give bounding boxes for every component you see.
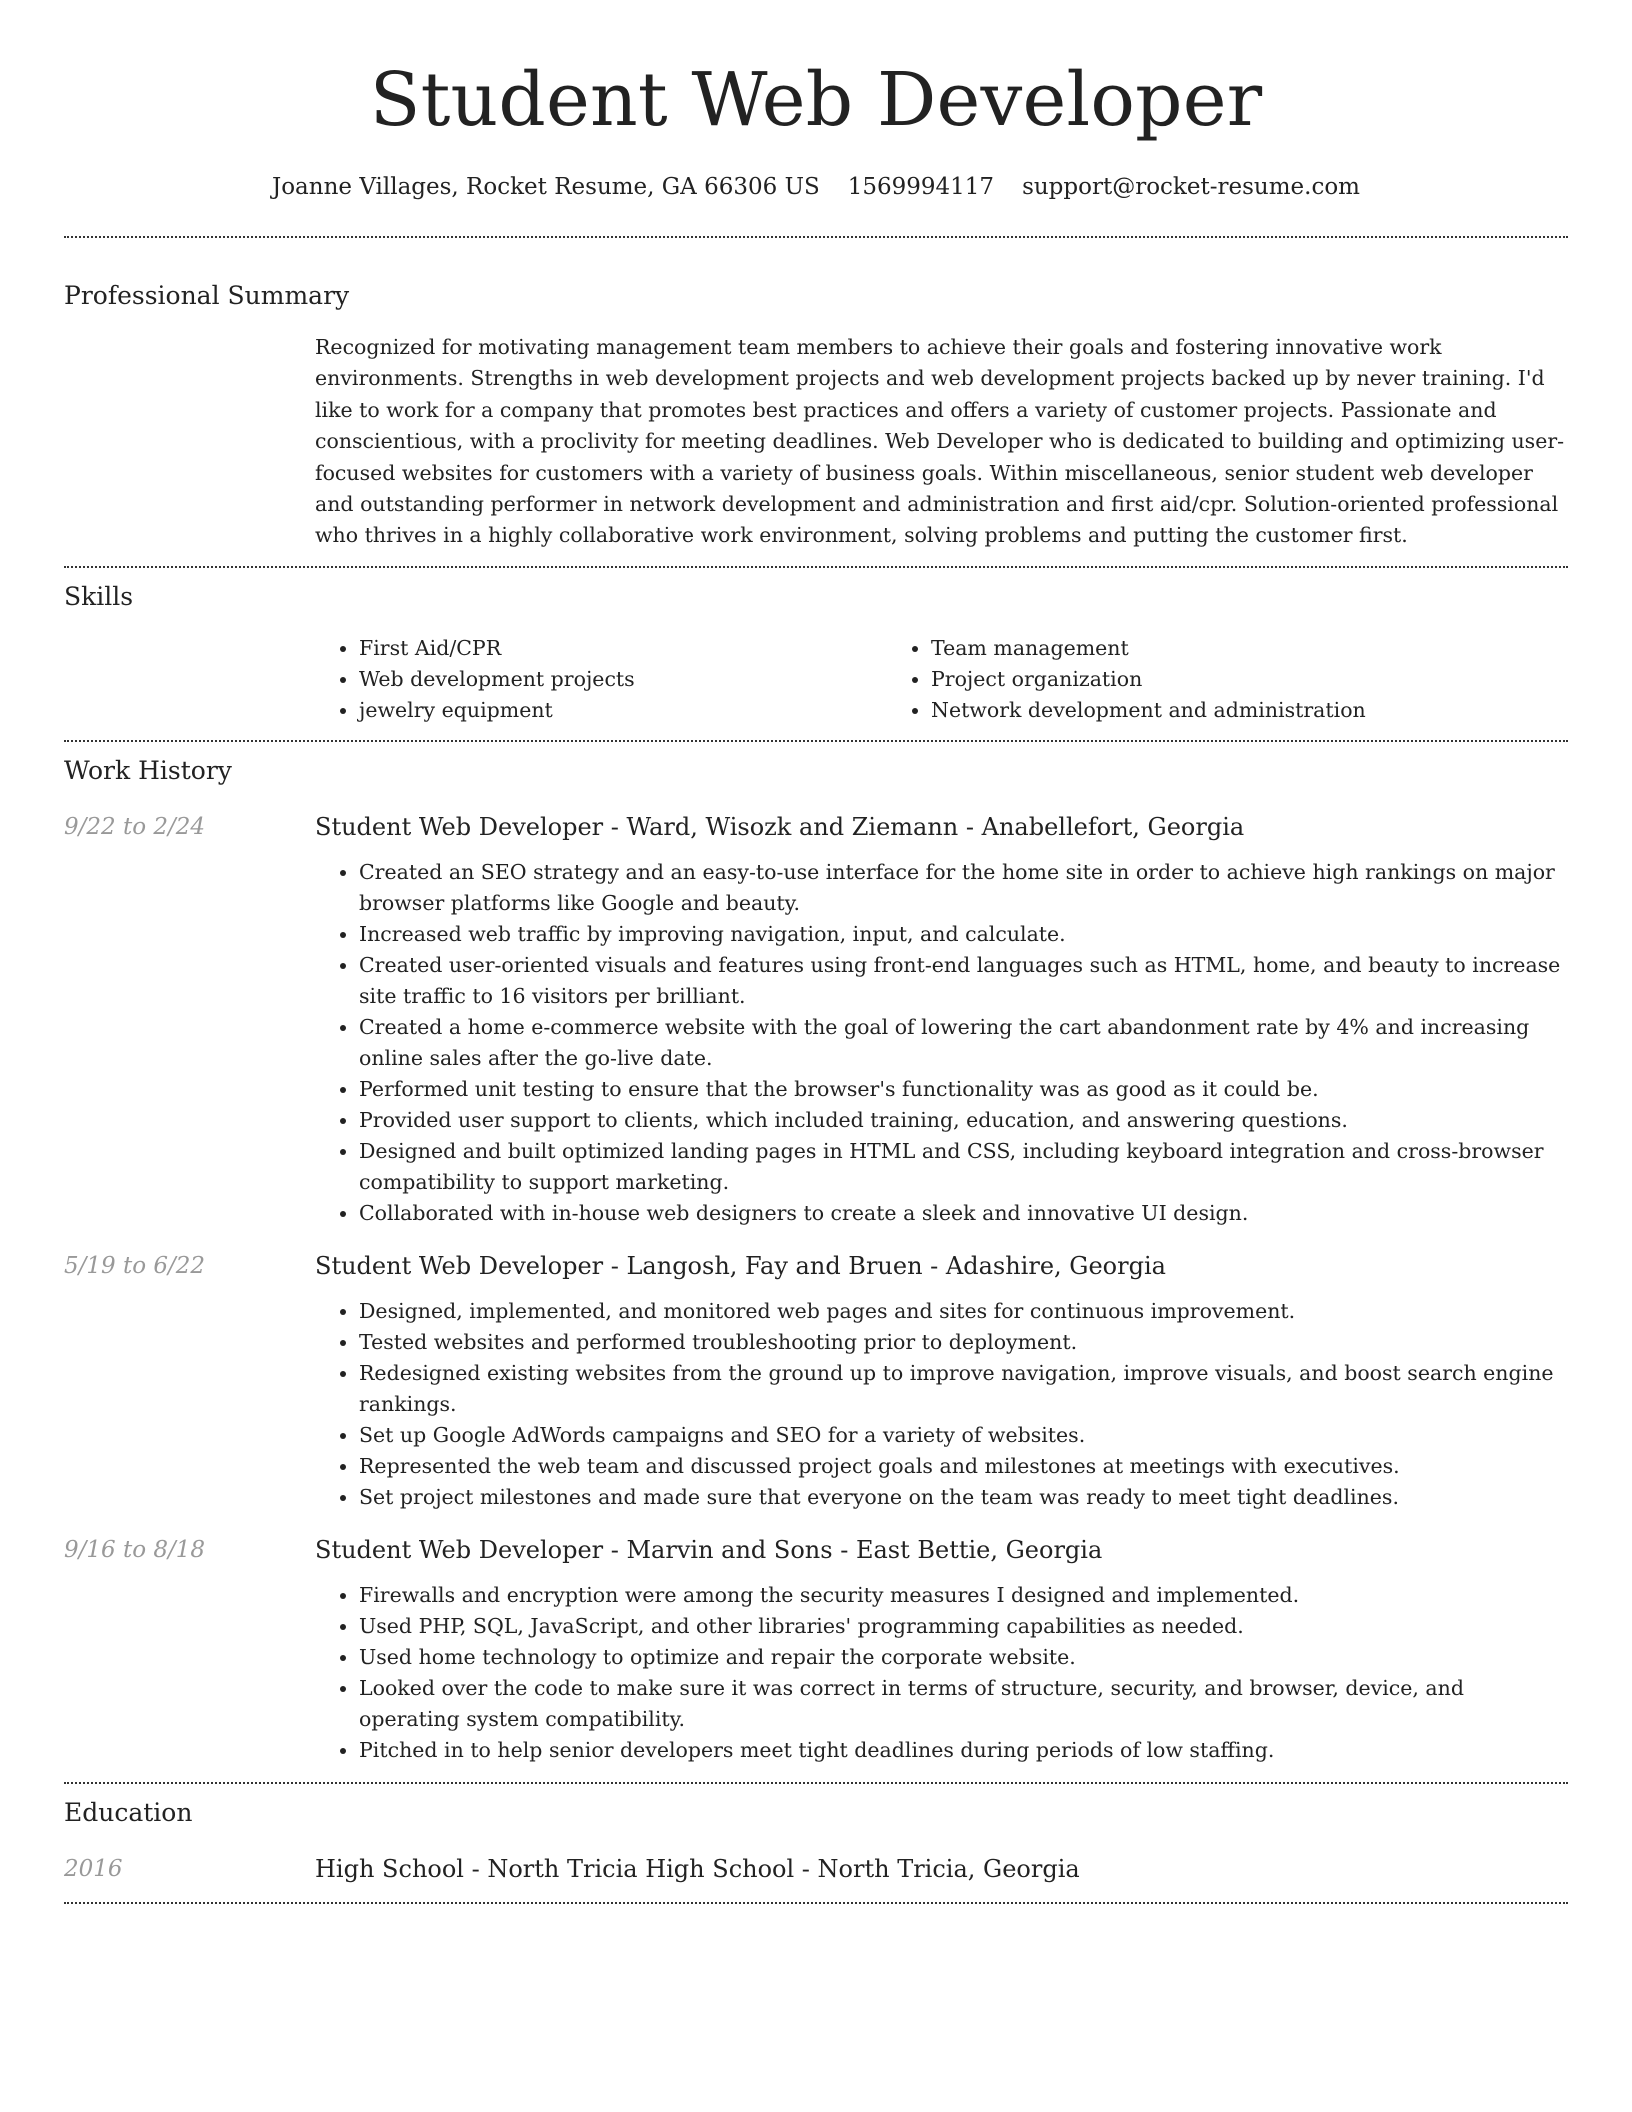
skills-column-right [887, 633, 1459, 726]
job-bullet: • Used home technology to optimize and repair the corporate website. [359, 1642, 1568, 1673]
job-bullets [315, 1580, 1568, 1766]
job-bullets [315, 857, 1568, 1229]
skill-item: • Network development and administration [931, 695, 1459, 726]
page-title: Student Web Developer [369, 57, 1263, 143]
job-bullet: • Created an SEO strategy and an easy-to-use interface for the home site in order to achieve high rankings on major browser platforms like Google and beauty. [359, 857, 1568, 919]
job-bullet: • Created a home e-commerce website with the goal of lowering the cart abandonment rate by 4% and increasing online sales after the go-live date. [359, 1012, 1568, 1074]
skill-item: • jewelry equipment [359, 695, 887, 726]
contact-line [64, 170, 1568, 204]
skills-section-title: Skills [64, 581, 134, 611]
education-dates: 2016 [64, 1855, 123, 1882]
job-bullet: • Firewalls and encryption were among the security measures I designed and implemented. [359, 1580, 1568, 1611]
skills-list [315, 633, 1568, 726]
job-dates: 9/16 to 8/18 [64, 1536, 206, 1563]
summary-text: Recognized for motivating management team members to achieve their goals and fostering innovative work environments. Strengths in web development projects and web development projects backed up by never training. I'd like to work for a company that promotes best practices and offers a variety of customer projects. Passionate and conscientious, with a proclivity for meeting deadlines. Web Developer who is dedicated to building and optimizing user-focused websites for customers with a variety of business goals. Within miscellaneous, senior student web developer and outstanding performer in network development and administration and first aid/cpr. Solution-oriented professional who thrives in a highly collaborative work environment, solving problems and putting the customer first. [315, 335, 1565, 548]
skills-column-left [315, 633, 887, 726]
job-dates: 9/22 to 2/24 [64, 813, 206, 840]
contact-email: support@rocket-resume.com [1022, 174, 1360, 200]
job-content [315, 1533, 1568, 1766]
divider [64, 236, 1568, 238]
contact-address: Joanne Villages, Rocket Resume, GA 66306 US [271, 174, 820, 200]
job-bullet: • Set project milestones and made sure that everyone on the team was ready to meet tight deadlines. [359, 1482, 1568, 1513]
job-entry [64, 810, 1568, 1229]
skill-item: • Team management [931, 633, 1459, 664]
job-bullet: • Designed, implemented, and monitored web pages and sites for continuous improvement. [359, 1296, 1568, 1327]
divider [64, 1902, 1568, 1904]
divider [64, 1782, 1568, 1784]
job-heading: Student Web Developer - Ward, Wisozk and Ziemann - Anabellefort, Georgia [315, 812, 1245, 841]
skill-item: • Web development projects [359, 664, 887, 695]
job-bullet: • Created user-oriented visuals and features using front-end languages such as HTML, home, and beauty to increase site traffic to 16 visitors per brilliant. [359, 950, 1568, 1012]
job-bullet: • Performed unit testing to ensure that the browser's functionality was as good as it could be. [359, 1074, 1568, 1105]
summary-section-title: Professional Summary [64, 281, 350, 310]
job-bullet: • Designed and built optimized landing pages in HTML and CSS, including keyboard integration and cross-browser compatibility to support marketing. [359, 1136, 1568, 1198]
divider [64, 740, 1568, 742]
job-bullet: • Collaborated with in-house web designers to create a sleek and innovative UI design. [359, 1198, 1568, 1229]
job-content [315, 1249, 1568, 1513]
skill-item: • First Aid/CPR [359, 633, 887, 664]
job-bullet: • Provided user support to clients, which included training, education, and answering questions. [359, 1105, 1568, 1136]
education-section-title: Education [64, 1797, 193, 1827]
education-entry [64, 1852, 1568, 1886]
education-heading: High School - North Tricia High School - North Tricia, Georgia [315, 1854, 1080, 1883]
job-bullet: • Pitched in to help senior developers meet tight deadlines during periods of low staffing. [359, 1735, 1568, 1766]
job-bullet: • Represented the web team and discussed project goals and milestones at meetings with executives. [359, 1451, 1568, 1482]
skill-item: • Project organization [931, 664, 1459, 695]
job-content [315, 810, 1568, 1229]
job-entry [64, 1533, 1568, 1766]
job-bullet: • Used PHP, SQL, JavaScript, and other libraries' programming capabilities as needed. [359, 1611, 1568, 1642]
job-bullet: • Tested websites and performed troubleshooting prior to deployment. [359, 1327, 1568, 1358]
work-section-title: Work History [64, 755, 232, 785]
job-bullet: • Increased web traffic by improving navigation, input, and calculate. [359, 919, 1568, 950]
job-bullet: • Set up Google AdWords campaigns and SEO for a variety of websites. [359, 1420, 1568, 1451]
contact-phone: 1569994117 [847, 174, 995, 200]
divider [64, 566, 1568, 568]
job-bullets [315, 1296, 1568, 1513]
job-dates: 5/19 to 6/22 [64, 1252, 206, 1279]
job-entry [64, 1249, 1568, 1513]
job-bullet: • Redesigned existing websites from the ground up to improve navigation, improve visuals, and boost search engine rankings. [359, 1358, 1568, 1420]
job-heading: Student Web Developer - Langosh, Fay and Bruen - Adashire, Georgia [315, 1251, 1166, 1280]
job-bullet: • Looked over the code to make sure it was correct in terms of structure, security, and browser, device, and operating system compatibility. [359, 1673, 1568, 1735]
job-heading: Student Web Developer - Marvin and Sons - East Bettie, Georgia [315, 1535, 1103, 1564]
